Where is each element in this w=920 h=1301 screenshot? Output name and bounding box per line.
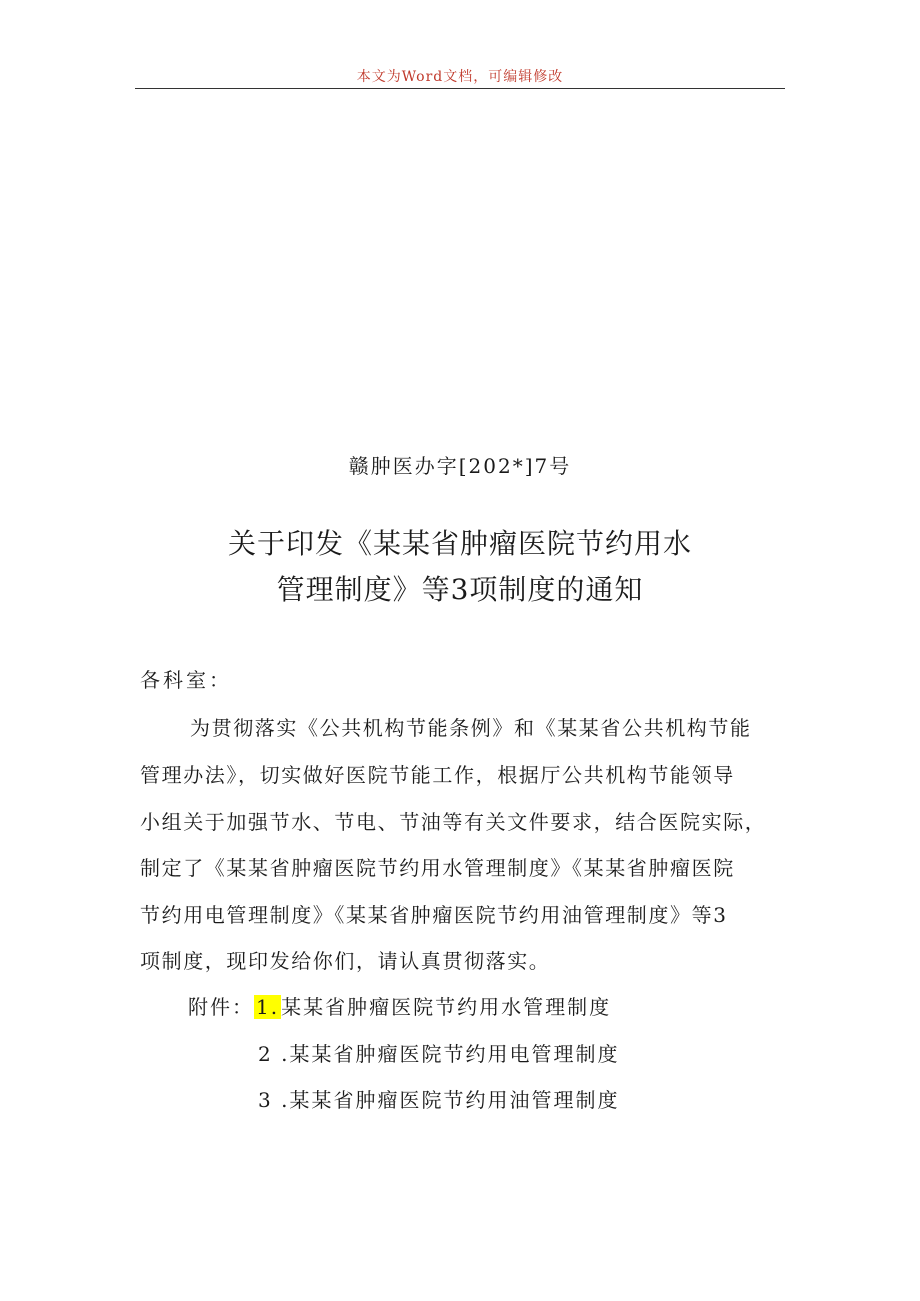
attachment-item-3 bbox=[258, 1084, 619, 1113]
header-note: 本文为Word文档，可编辑修改 bbox=[356, 69, 564, 85]
attachments-label: 附件： bbox=[188, 995, 254, 1019]
body-line: 项制度，现印发给你们，请认真贯彻落实。 bbox=[140, 949, 551, 973]
header-rule bbox=[135, 88, 785, 89]
attachment-title: 某某省肿瘤医院节约用电管理制度 bbox=[289, 1042, 620, 1066]
attachment-number: 3 . bbox=[258, 1088, 290, 1112]
attachment-item-1 bbox=[188, 991, 611, 1020]
document-number: 赣肿医办字[202*]7号 bbox=[348, 454, 572, 478]
body-line: 制定了《某某省肿瘤医院节约用水管理制度》《某某省肿瘤医院 bbox=[140, 856, 735, 880]
body-line: 小组关于加强节水、节电、节油等有关文件要求，结合医院实际， bbox=[140, 810, 767, 834]
salutation: 各科室： bbox=[140, 668, 232, 692]
attachment-number: 2 . bbox=[258, 1042, 290, 1066]
body-line: 为贯彻落实《公共机构节能条例》和《某某省公共机构节能 bbox=[190, 716, 752, 740]
attachment-title: 某某省肿瘤医院节约用水管理制度 bbox=[281, 995, 612, 1019]
document-title-line-1: 关于印发《某某省肿瘤医院节约用水 bbox=[227, 527, 692, 560]
body-line: 节约用电管理制度》《某某省肿瘤医院节约用油管理制度》等3 bbox=[140, 903, 728, 927]
attachment-title: 某某省肿瘤医院节约用油管理制度 bbox=[289, 1088, 620, 1112]
body-line: 管理办法》，切实做好医院节能工作，根据厅公共机构节能领导 bbox=[140, 763, 735, 787]
document-title-line-2: 管理制度》等3项制度的通知 bbox=[276, 573, 644, 606]
attachment-item-2 bbox=[258, 1038, 619, 1067]
attachment-number-highlighted: 1. bbox=[256, 995, 280, 1019]
